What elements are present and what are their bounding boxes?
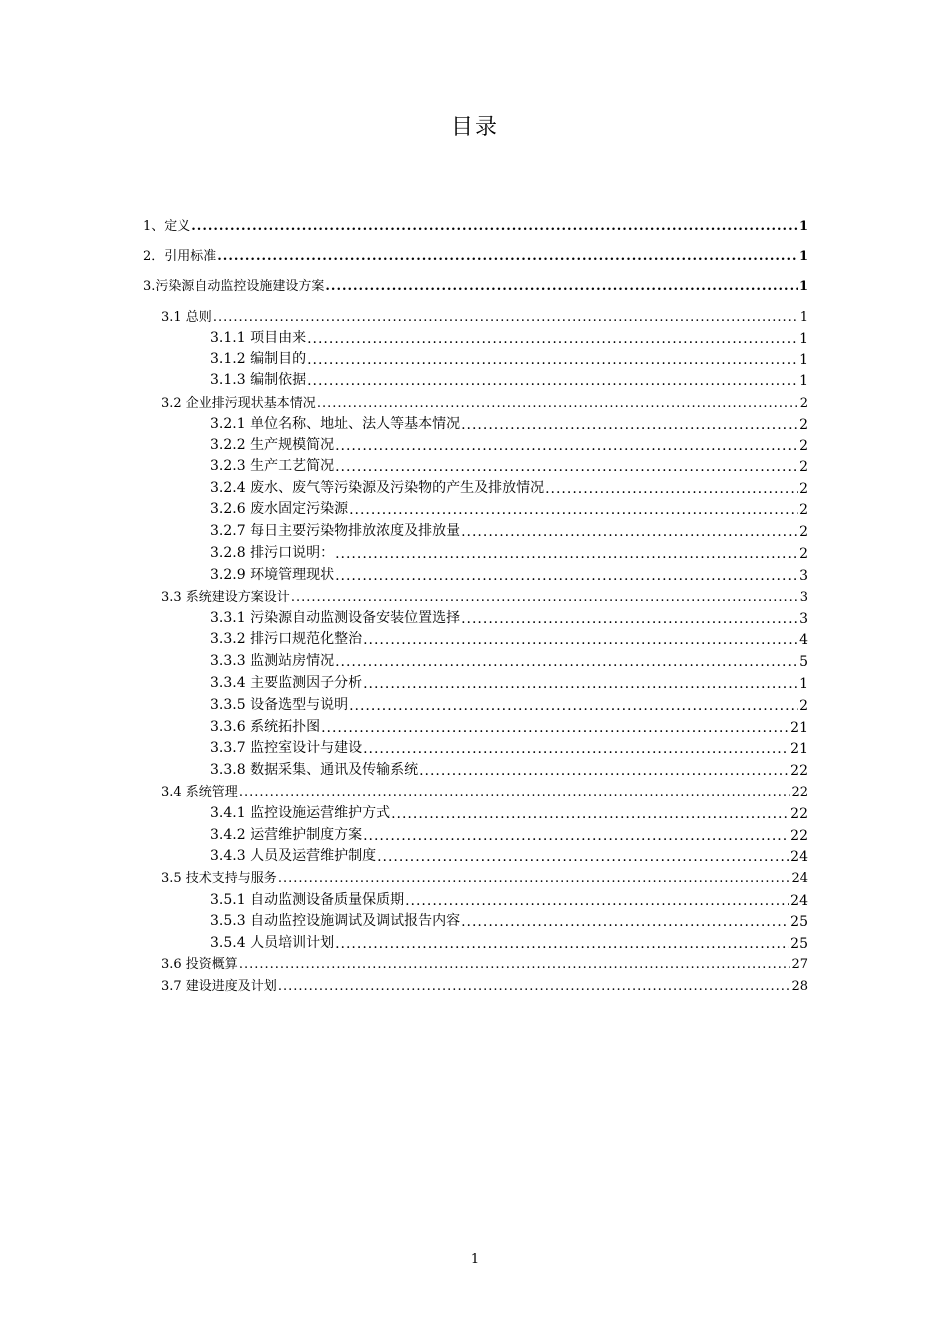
toc-entry-page: 1 — [799, 331, 808, 347]
toc-entry-label: 3.1 总则 — [161, 310, 212, 325]
toc-entry-page: 2 — [799, 546, 808, 562]
toc-leader-dots — [419, 763, 789, 779]
toc-entry[interactable] — [143, 781, 808, 800]
toc-entry-label: 2．引用标准 — [143, 249, 217, 264]
toc-entry-label: 3.1.2 编制目的 — [210, 351, 307, 367]
toc-leader-dots — [545, 481, 798, 497]
toc-leader-dots — [335, 936, 789, 952]
toc-entry-label: 3.5.4 人员培训计划 — [210, 935, 335, 951]
toc-entry-label: 3.污染源自动监控设施建设方案 — [143, 279, 325, 294]
toc-entry-page: 2 — [799, 481, 808, 497]
toc-entry-page: 2 — [799, 502, 808, 518]
toc-leader-dots — [335, 654, 798, 670]
toc-leader-dots — [291, 590, 799, 605]
toc-entry-page: 24 — [790, 893, 808, 909]
toc-entry[interactable] — [143, 327, 808, 347]
page-number: 1 — [470, 1252, 480, 1267]
toc-entry-page: 2 — [799, 524, 808, 540]
toc-entry-page: 3 — [799, 590, 808, 605]
toc-entry-label: 3.4.2 运营维护制度方案 — [210, 827, 363, 843]
toc-leader-dots — [278, 871, 791, 886]
toc-entry-label: 3.1.1 项目由来 — [210, 330, 307, 346]
toc-entry-label: 3.5.1 自动监测设备质量保质期 — [210, 892, 405, 908]
toc-leader-dots — [461, 417, 798, 433]
toc-entry-page: 1 — [799, 373, 808, 389]
toc-entry-label: 3.2.9 环境管理现状 — [210, 567, 335, 583]
toc-leader-dots — [363, 632, 798, 648]
toc-entry-label: 3.2.8 排污口说明： — [210, 545, 335, 561]
toc-entry[interactable] — [143, 306, 808, 325]
toc-entry-label: 3.2 企业排污现状基本情况 — [161, 396, 316, 411]
toc-entry-page: 2 — [799, 438, 808, 454]
toc-entry-label: 3.4.1 监控设施运营维护方式 — [210, 805, 391, 821]
toc-leader-dots — [461, 914, 789, 930]
toc-leader-dots — [307, 331, 798, 347]
toc-entry-page: 1 — [798, 219, 808, 234]
toc-entry-label: 3.2.6 废水固定污染源 — [210, 501, 349, 517]
toc-entry-page: 1 — [798, 249, 808, 264]
toc-entry[interactable] — [143, 413, 808, 433]
toc-entry-label: 3.2.7 每日主要污染物排放浓度及排放量 — [210, 523, 461, 539]
toc-entry[interactable] — [143, 910, 808, 930]
toc-leader-dots — [321, 720, 789, 736]
toc-entry-label: 3.2.4 废水、废气等污染源及污染物的产生及排放情况 — [210, 480, 545, 496]
toc-entry-page: 3 — [799, 568, 808, 584]
toc-entry[interactable] — [143, 369, 808, 389]
toc-entry-page: 2 — [799, 698, 808, 714]
toc-entry-page: 22 — [790, 763, 808, 779]
toc-entry-page: 5 — [799, 654, 808, 670]
toc-entry-label: 3.3.2 排污口规范化整治 — [210, 631, 363, 647]
toc-entry[interactable] — [143, 434, 808, 454]
toc-leader-dots — [405, 893, 789, 909]
toc-entry[interactable] — [143, 564, 808, 584]
toc-entry-page: 25 — [790, 914, 808, 930]
toc-leader-dots — [317, 396, 799, 411]
toc-leader-dots — [307, 373, 798, 389]
toc-entry-page: 21 — [790, 720, 808, 736]
toc-entry-page: 22 — [791, 785, 808, 800]
toc-leader-dots — [349, 698, 798, 714]
toc-entry-page: 22 — [790, 828, 808, 844]
toc-leader-dots — [278, 979, 791, 994]
toc-entry[interactable] — [143, 215, 808, 234]
toc-entry[interactable] — [143, 392, 808, 411]
toc-entry[interactable] — [143, 275, 808, 294]
toc-leader-dots — [461, 524, 798, 540]
toc-entry-label: 3.3.1 污染源自动监测设备安装位置选择 — [210, 610, 461, 626]
toc-leader-dots — [363, 828, 789, 844]
toc-entry[interactable] — [143, 802, 808, 822]
toc-entry[interactable] — [143, 889, 808, 909]
toc-entry-label: 3.1.3 编制依据 — [210, 372, 307, 388]
toc-entry-page: 2 — [799, 396, 808, 411]
toc-entry-label: 3.5 技术支持与服务 — [161, 871, 277, 886]
toc-entry-label: 3.3.7 监控室设计与建设 — [210, 740, 363, 756]
toc-leader-dots — [377, 849, 789, 865]
toc-entry-page: 21 — [790, 741, 808, 757]
toc-entry-page: 1 — [798, 279, 808, 294]
toc-entry[interactable] — [143, 845, 808, 865]
toc-entry-label: 3.4 系统管理 — [161, 785, 238, 800]
toc-entry[interactable] — [143, 542, 808, 562]
toc-leader-dots — [325, 279, 798, 294]
toc-entry[interactable] — [143, 455, 808, 475]
toc-entry-label: 3.2.2 生产规模简况 — [210, 437, 335, 453]
toc-entry-page: 2 — [799, 459, 808, 475]
toc-entry-label: 3.7 建设进度及计划 — [161, 979, 277, 994]
toc-entry[interactable] — [143, 650, 808, 670]
toc-entry[interactable] — [143, 737, 808, 757]
toc-entry-page: 22 — [790, 806, 808, 822]
toc-leader-dots — [461, 611, 798, 627]
toc-entry-label: 3.3.4 主要监测因子分析 — [210, 675, 363, 691]
toc-entry[interactable] — [143, 607, 808, 627]
toc-leader-dots — [335, 459, 798, 475]
toc-entry-label: 3.2.3 生产工艺简况 — [210, 458, 335, 474]
toc-entry-page: 1 — [799, 310, 808, 325]
toc-entry-label: 3.3.5 设备选型与说明 — [210, 697, 349, 713]
toc-leader-dots — [217, 249, 798, 264]
toc-entry-page: 3 — [799, 611, 808, 627]
toc-entry[interactable] — [143, 586, 808, 605]
toc-entry-label: 3.3.8 数据采集、通讯及传输系统 — [210, 762, 419, 778]
toc-entry[interactable] — [143, 759, 808, 779]
toc-leader-dots — [363, 676, 798, 692]
toc-leader-dots — [307, 352, 798, 368]
toc-entry-page: 27 — [791, 957, 808, 972]
toc-leader-dots — [349, 502, 798, 518]
toc-leader-dots — [335, 568, 798, 584]
toc-entry-page: 24 — [790, 849, 808, 865]
toc-entry[interactable] — [143, 498, 808, 518]
toc-leader-dots — [191, 219, 798, 234]
toc-entry[interactable] — [143, 694, 808, 714]
toc-entry-label: 3.3.3 监测站房情况 — [210, 653, 335, 669]
toc-leader-dots — [239, 785, 791, 800]
toc-entry-label: 3.6 投资概算 — [161, 957, 238, 972]
toc-entry[interactable] — [143, 953, 808, 972]
toc-entry-label: 3.4.3 人员及运营维护制度 — [210, 848, 377, 864]
toc-entry-page: 1 — [799, 676, 808, 692]
toc-leader-dots — [213, 310, 799, 325]
toc-entry[interactable] — [143, 628, 808, 648]
toc-entry-page: 24 — [791, 871, 808, 886]
toc-entry-label: 3.2.1 单位名称、地址、法人等基本情况 — [210, 416, 461, 432]
toc-entry[interactable] — [143, 348, 808, 368]
toc-entry-page: 25 — [790, 936, 808, 952]
toc-entry[interactable] — [143, 867, 808, 886]
toc-leader-dots — [335, 438, 798, 454]
toc-leader-dots — [335, 546, 798, 562]
toc-entry-label: 3.5.3 自动监控设施调试及调试报告内容 — [210, 913, 461, 929]
toc-entry[interactable] — [143, 477, 808, 497]
toc-entry[interactable] — [143, 672, 808, 692]
toc-leader-dots — [363, 741, 789, 757]
toc-entry[interactable] — [143, 716, 808, 736]
toc-entry-label: 1、定义 — [143, 219, 191, 234]
toc-entry[interactable] — [143, 520, 808, 540]
toc-entry[interactable] — [143, 932, 808, 952]
toc-entry-page: 2 — [799, 417, 808, 433]
toc-leader-dots — [391, 806, 789, 822]
toc-entry[interactable] — [143, 824, 808, 844]
toc-leader-dots — [239, 957, 791, 972]
toc-entry-page: 28 — [791, 979, 808, 994]
toc-entry-page: 1 — [799, 352, 808, 368]
toc-entry[interactable] — [143, 245, 808, 264]
toc-entry[interactable] — [143, 975, 808, 994]
page-title: 目录 — [450, 115, 499, 140]
toc-entry-label: 3.3.6 系统拓扑图 — [210, 719, 321, 735]
toc-entry-label: 3.3 系统建设方案设计 — [161, 590, 290, 605]
toc-entry-page: 4 — [799, 632, 808, 648]
